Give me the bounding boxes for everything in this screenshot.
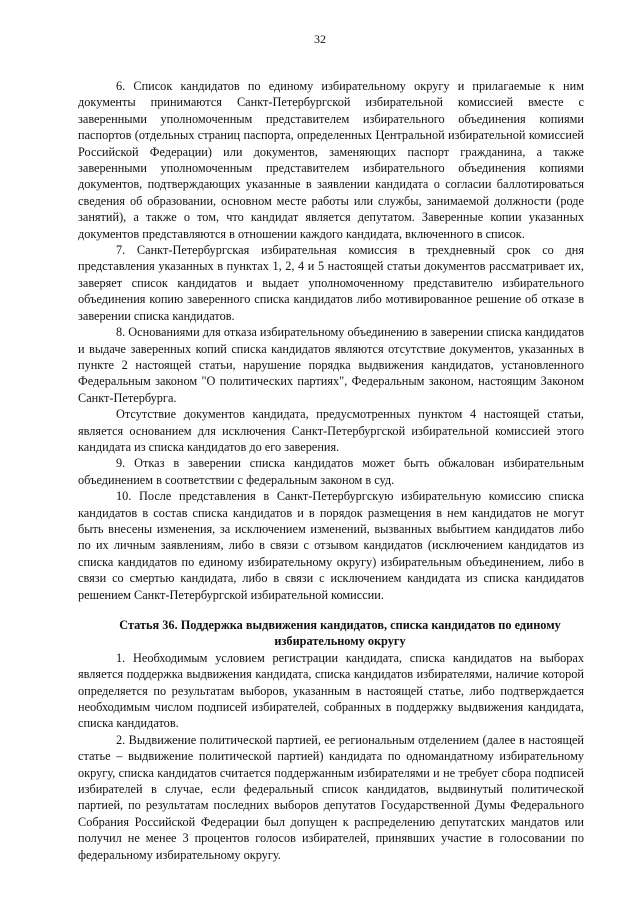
paragraph-7: 7. Санкт-Петербургская избирательная комиссия в трехдневный срок со дня представления указанных в пунктах 1, 2, 4 и 5 настоящей статьи документов рассматривает их, заверяет список кандидатов и выдает уполномоченному представителю избирательного объединения копию заверенного списка кандидатов либо мотивированное решение об отказе в заверении списка кандидатов. — [78, 243, 584, 323]
article-36-heading: Статья 36. Поддержка выдвижения кандидатов, списка кандидатов по единому избирательному округу — [119, 618, 561, 649]
paragraph-8-continuation: Отсутствие документов кандидата, предусмотренных пунктом 4 настоящей статьи, является основанием для исключения Санкт-Петербургской избирательной комиссией этого кандидата из списка кандидатов до его заверения. — [78, 407, 584, 454]
document-body — [78, 78, 584, 863]
paragraph-10: 10. После представления в Санкт-Петербургскую избирательную комиссию списка кандидатов в состав списка кандидатов и в порядок размещения в нем кандидатов не могут быть внесены изменения, за исключением изменений, вызванных выбытием кандидатов либо по их личным заявлениям, либо в связи с отзывом кандидатов (исключением кандидатов из списка кандидатов по единому избирательному округу) избирательным объединением, либо в связи со смертью кандидата, либо в связи с исключением кандидата из списка кандидатов решением Санкт-Петербургской избирательной комиссии. — [78, 489, 584, 602]
paragraph-8: 8. Основаниями для отказа избирательному объединению в заверении списка кандидатов и выдаче заверенных копий списка кандидатов являются отсутствие документов, указанных в пункте 2 настоящей статьи, нарушение порядка выдвижения кандидатов, установленного Федеральным законом "О политических партиях", Федеральным законом, настоящим Законом Санкт-Петербурга. — [78, 325, 584, 405]
article-36-paragraph-2: 2. Выдвижение политической партией, ее региональным отделением (далее в настоящей статье – выдвижение политической партией) кандидата по одномандатному избирательному округу, списка кандидатов считается поддержанным избирателями и не требует сбора подписей избирателей в случае, если федеральный список кандидатов, выдвинутый политической партией, по результатам последних выборов депутатов Государственной Думы Федерального Собрания Российской Федерации был допущен к распределению депутатских мандатов или получил не менее 3 процентов голосов избирателей, принявших участие в голосовании по федеральному избирательному округу. — [78, 732, 584, 862]
section-spacer — [78, 603, 584, 617]
article-36-paragraph-1: 1. Необходимым условием регистрации кандидата, списка кандидатов на выборах является поддержка выдвижения кандидата, списка кандидатов избирателями, наличие которой определяется по результатам выборов, указанным в настоящей статье, либо подтверждается необходимым числом подписей избирателей, собранных в поддержку выдвижения кандидата, списка кандидатов. — [78, 650, 584, 731]
paragraph-6: 6. Список кандидатов по единому избирательному округу и прилагаемые к ним документы принимаются Санкт-Петербургской избирательной комиссией вместе с заверенными уполномоченным представителем избирательного объединения копиями паспортов (отдельных страниц паспорта, определенных Центральной избирательной комиссией Российской Федерации) или документов, заменяющих паспорт гражданина, а также заверенными уполномоченным представителем избирательного объединения копиями документов, подтверждающих указанные в заявлении кандидата о согласии баллотироваться сведения об образовании, основном месте работы или службы, занимаемой должности (роде занятий), а также о том, что кандидат является депутатом. Заверенные копии указанных документов представляются в отношении каждого кандидата, включенного в список. — [78, 79, 584, 241]
paragraph-9: 9. Отказ в заверении списка кандидатов может быть обжалован избирательным объединением в соответствии с федеральным законом в суд. — [78, 456, 584, 487]
page-number: 32 — [314, 32, 326, 46]
